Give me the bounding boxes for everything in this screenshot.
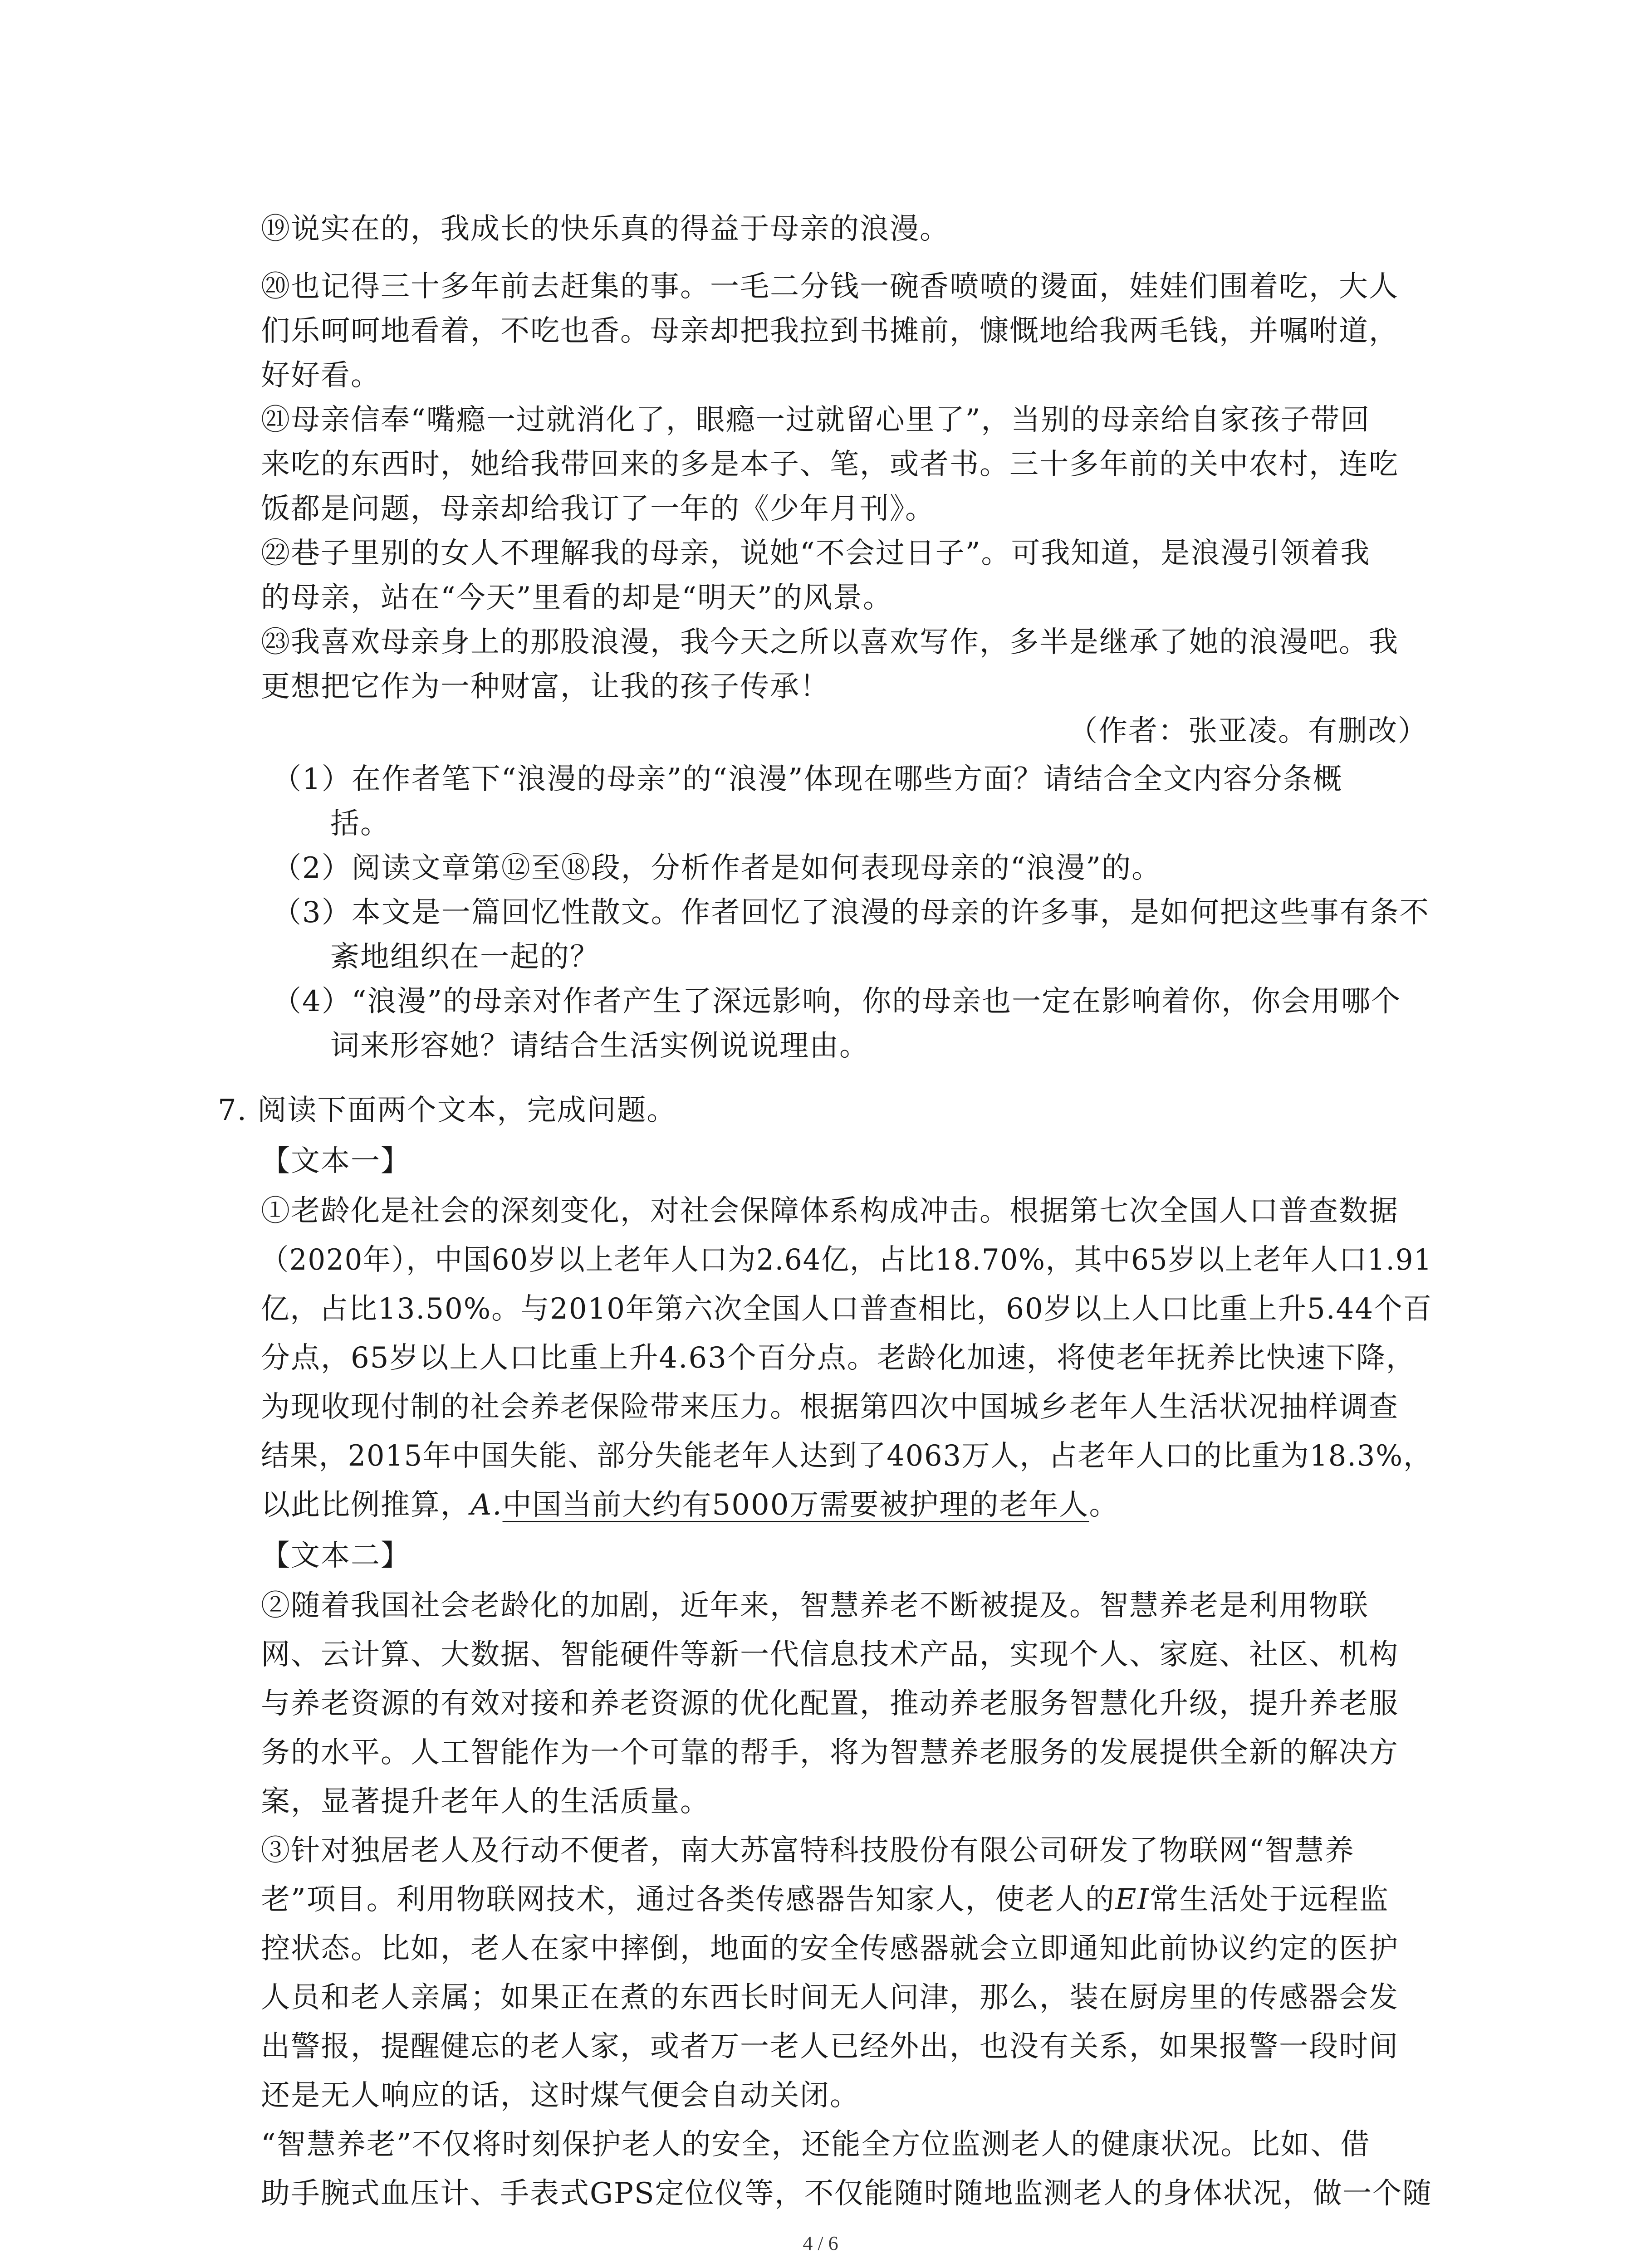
text-1-line: 结果，2015年中国失能、部分失能老年人达到了4063万人，占老年人口的比重为18.3%，: [261, 1439, 1432, 1473]
text-3-line: 人员和老人亲属；如果正在煮的东西长时间无人问津，那么，装在厨房里的传感器会发: [261, 1981, 1399, 2014]
ei-mark: EI: [1115, 1883, 1150, 1916]
text-4-line: 助手腕式血压计、手表式GPS定位仪等，不仅能随时随地监测老人的身体状况，做一个随: [261, 2177, 1432, 2210]
text-3-line-suffix: 常生活处于远程监: [1149, 1883, 1389, 1916]
text-3-line: 控状态。比如，老人在家中摔倒，地面的安全传感器就会立即通知此前协议约定的医护: [261, 1932, 1399, 1965]
question-1-line: 括。: [330, 807, 390, 841]
page-number: 4 / 6: [803, 2232, 838, 2254]
text-1-line: 为现收现付制的社会养老保险带来压力。根据第四次中国城乡老年人生活状况抽样调查: [261, 1390, 1399, 1424]
text-2-line: 与养老资源的有效对接和养老资源的优化配置，推动养老服务智慧化升级，提升养老服: [261, 1687, 1399, 1721]
text-1-line: （2020年），中国60岁以上老年人口为2.64亿，占比18.70%，其中65岁以上老年人口1.91: [261, 1243, 1433, 1277]
paragraph-19: ⑲说实在的，我成长的快乐真的得益于母亲的浪漫。: [261, 212, 950, 246]
text-2-line: 网、云计算、大数据、智能硬件等新一代信息技术产品，实现个人、家庭、社区、机构: [261, 1638, 1399, 1672]
paragraph-20-line: 们乐呵呵地看着，不吃也香。母亲却把我拉到书摊前，慷慨地给我两毛钱，并嘱咐道，: [261, 314, 1399, 348]
paragraph-23-line: 更想把它作为一种财富，让我的孩子传承！: [261, 670, 830, 704]
paragraph-21-line: 饭都是问题，母亲却给我订了一年的《少年月刊》。: [261, 492, 935, 526]
text-1-line-suffix: 。: [1089, 1488, 1119, 1522]
text-3-line: [261, 1877, 1389, 1922]
text-3-line: 还是无人响应的话，这时煤气便会自动关闭。: [261, 2079, 860, 2112]
question-7-heading: 7. 阅读下面两个文本，完成问题。: [218, 1094, 677, 1127]
paragraph-21-line: 来吃的东西时，她给我带回来的多是本子、笔，或者书。三十多年前的关中农村，连吃: [261, 448, 1399, 481]
author-attribution: （作者：张亚凌。有删改）: [1068, 714, 1428, 748]
question-4-line: 词来形容她？请结合生活实例说说理由。: [330, 1029, 869, 1063]
question-2: （2）阅读文章第⑫至⑱段，分析作者是如何表现母亲的“浪漫”的。: [272, 851, 1162, 885]
text-1-line: [261, 1482, 1119, 1528]
text-1-line-prefix: 以此比例推算，: [261, 1488, 470, 1522]
text-2-line: ②随着我国社会老龄化的加剧，近年来，智慧养老不断被提及。智慧养老是利用物联: [261, 1589, 1369, 1623]
paragraph-23-line: ㉓我喜欢母亲身上的那股浪漫，我今天之所以喜欢写作，多半是继承了她的浪漫吧。我: [261, 626, 1399, 659]
sentence-mark-a: A.: [470, 1488, 503, 1522]
text-1-line: 亿，占比13.50%。与2010年第六次全国人口普查相比，60岁以上人口比重上升5.44个百: [261, 1292, 1433, 1326]
question-3-line: （3）本文是一篇回忆性散文。作者回忆了浪漫的母亲的许多事，是如何把这些事有条不: [272, 896, 1430, 929]
text-2-line: 案，显著提升老年人的生活质量。: [261, 1785, 710, 1818]
question-3-line: 紊地组织在一起的？: [330, 940, 600, 974]
underlined-sentence-a: 中国当前大约有5000万需要被护理的老年人: [502, 1488, 1089, 1522]
paragraph-22-line: ㉒巷子里别的女人不理解我的母亲，说她“不会过日子”。可我知道，是浪漫引领着我: [261, 537, 1371, 570]
text-3-line: ③针对独居老人及行动不便者，南大苏富特科技股份有限公司研发了物联网“智慧养: [261, 1834, 1355, 1867]
text-2-line: 务的水平。人工智能作为一个可靠的帮手，将为智慧养老服务的发展提供全新的解决方: [261, 1736, 1399, 1769]
question-4-line: （4）“浪漫”的母亲对作者产生了深远影响，你的母亲也一定在影响着你，你会用哪个: [272, 985, 1401, 1018]
text-3-line: 出警报，提醒健忘的老人家，或者万一老人已经外出，也没有关系，如果报警一段时间: [261, 2030, 1399, 2063]
text-1-line: ①老龄化是社会的深刻变化，对社会保障体系构成冲击。根据第七次全国人口普查数据: [261, 1194, 1399, 1228]
text-1-label: 【文本一】: [261, 1144, 411, 1178]
paragraph-21-line: ㉑母亲信奉“嘴瘾一过就消化了，眼瘾一过就留心里了”，当别的母亲给自家孩子带回: [261, 403, 1371, 437]
paragraph-22-line: 的母亲，站在“今天”里看的却是“明天”的风景。: [261, 581, 893, 615]
text-2-label: 【文本二】: [261, 1539, 411, 1573]
text-4-line: “智慧养老”不仅将时刻保护老人的安全，还能全方位监测老人的健康状况。比如、借: [261, 2128, 1371, 2161]
paragraph-20-line: 好好看。: [261, 359, 381, 392]
question-1-line: （1）在作者笔下“浪漫的母亲”的“浪漫”体现在哪些方面？请结合全文内容分条概: [272, 763, 1343, 796]
text-1-line: 分点，65岁以上人口比重上升4.63个百分点。老龄化加速，将使老年抚养比快速下降，: [261, 1341, 1416, 1375]
text-3-line-prefix: 老”项目。利用物联网技术，通过各类传感器告知家人，使老人的: [261, 1883, 1115, 1916]
paragraph-20-line: ⑳也记得三十多年前去赶集的事。一毛二分钱一碗香喷喷的燙面，娃娃们围着吃，大人: [261, 270, 1399, 303]
